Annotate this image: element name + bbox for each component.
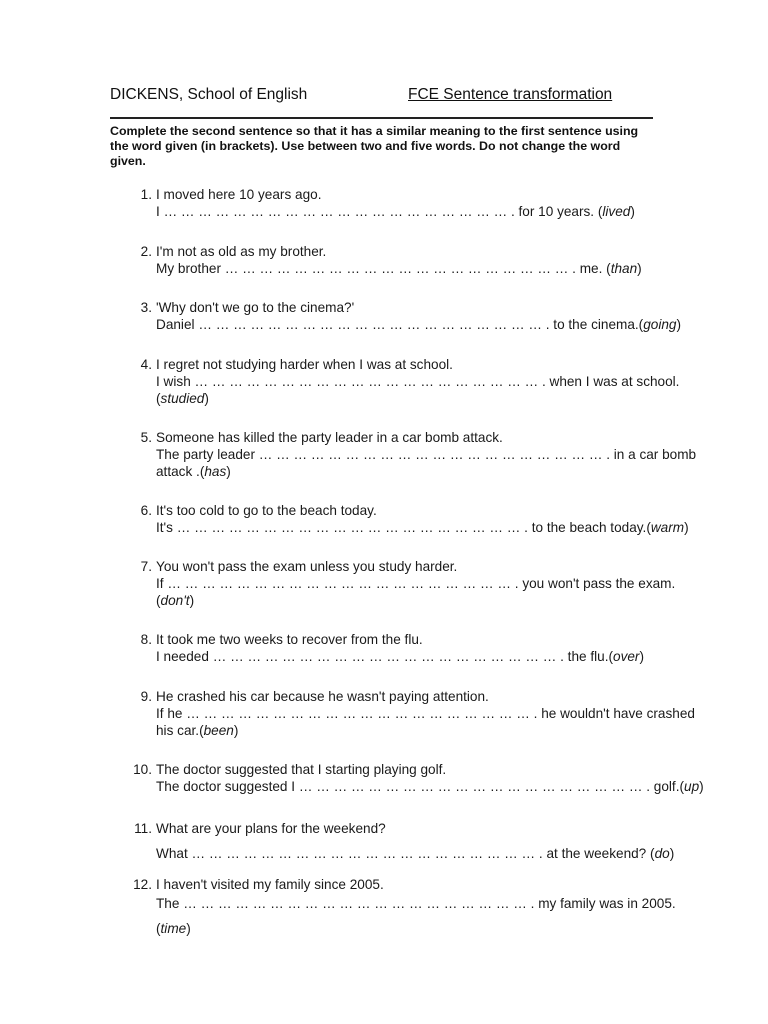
sentence-start: The doctor suggested I [156, 779, 296, 794]
given-word: don't [160, 593, 190, 608]
question-item [140, 299, 682, 333]
closing-bracket: ) [186, 921, 191, 936]
answer-blank: … … … … … … … … … … … … … … … … … … … … . [198, 317, 550, 332]
transformation-line [156, 575, 676, 592]
question-number: 1. [140, 187, 152, 202]
answer-blank: … … … … … … … … … … … … … … … … … … … … . [298, 779, 651, 794]
question-number: 9. [140, 689, 152, 704]
question-item [133, 761, 704, 795]
question-number: 3. [140, 300, 152, 315]
closing-bracket: ) [669, 846, 675, 861]
given-word: has [204, 464, 227, 479]
transformation-line [156, 648, 656, 665]
transformation-line [156, 203, 656, 220]
sentence-start: I [156, 204, 160, 219]
transformation-line [156, 845, 675, 862]
transformation-line [156, 519, 689, 536]
given-word: going [643, 317, 677, 332]
question-item [140, 631, 656, 665]
transformation-line-cont [156, 463, 656, 480]
transformation-line [156, 778, 704, 795]
question-number: 7. [140, 559, 152, 574]
instructions: Complete the second sentence so that it has a similar meaning to the first sentence using the word given (in brackets). Use between two and five words. Do not change the word given. [110, 124, 639, 168]
answer-blank: … … … … … … … … … … … … … … … … … … … … . [163, 204, 515, 219]
sentence-start: The party leader [156, 447, 255, 462]
answer-blank: … … … … … … … … … … … … … … … … … … … … . [212, 649, 564, 664]
original-sentence: It's too cold to go to the beach today. [156, 503, 377, 518]
question-item [140, 356, 680, 407]
sentence-end: for 10 years. ( [518, 204, 603, 219]
given-word: studied [160, 391, 205, 406]
original-sentence: What are your plans for the weekend? [156, 821, 386, 836]
question-number: 6. [140, 503, 152, 518]
closing-bracket: ) [226, 464, 231, 479]
answer-blank: … … … … … … … … … … … … … … … … … … … … . [258, 447, 610, 462]
sentence-start: I needed [156, 649, 209, 664]
transformation-line-cont: (don't) [156, 593, 195, 608]
answer-blank: … … … … … … … … … … … … … … … … … … … … . [176, 520, 528, 535]
answer-blank: … … … … … … … … … … … … … … … … … … … … . [186, 706, 538, 721]
question-item [140, 186, 656, 220]
sentence-start: What [156, 846, 188, 861]
question-number: 12. [133, 877, 152, 892]
closing-bracket: ) [189, 593, 195, 608]
closing-bracket: ) [639, 649, 644, 664]
given-word: up [684, 779, 700, 794]
transformation-line [156, 260, 656, 277]
sentence-start: Daniel [156, 317, 195, 332]
question-number: 4. [140, 357, 152, 372]
given-word: than [610, 261, 638, 276]
original-sentence: The doctor suggested that I starting playing golf. [156, 762, 447, 777]
question-item [140, 429, 697, 480]
question-item [140, 558, 676, 609]
sentence-end: he wouldn't have crashed [541, 706, 695, 721]
question-item [140, 502, 689, 536]
sentence-start: I wish [156, 374, 191, 389]
original-sentence: 'Why don't we go to the cinema?' [156, 300, 355, 315]
transformation-line-cont [156, 722, 656, 739]
given-word: lived [602, 204, 631, 219]
answer-blank: … … … … … … … … … … … … … … … … … … … … . [191, 846, 543, 861]
transformation-line-cont: (time) [156, 921, 191, 936]
original-sentence: I haven't visited my family since 2005. [156, 877, 384, 892]
sentence-end: in a car bomb [613, 447, 697, 462]
sentence-end: to the beach today.( [531, 520, 651, 535]
sentence-end-cont: his car.( [156, 723, 204, 738]
given-word: time [160, 921, 187, 936]
sentence-end: you won't pass the exam. [522, 576, 676, 591]
original-sentence: Someone has killed the party leader in a car bomb attack. [156, 430, 503, 445]
sentence-end: when I was at school. [549, 374, 680, 389]
question-number: 5. [140, 430, 152, 445]
given-word: over [613, 649, 640, 664]
question-number: 8. [140, 632, 152, 647]
sentence-end: the flu.( [567, 649, 614, 664]
transformation-line [156, 895, 676, 912]
closing-bracket: ) [637, 261, 642, 276]
answer-blank: … … … … … … … … … … … … … … … … … … … … . [224, 261, 576, 276]
transformation-line [156, 316, 682, 333]
transformation-line [156, 373, 680, 390]
sentence-start: My brother [156, 261, 221, 276]
original-sentence: He crashed his car because he wasn't paying attention. [156, 689, 489, 704]
sentence-start: If [156, 576, 164, 591]
transformation-line [156, 446, 697, 463]
closing-bracket: ) [699, 779, 704, 794]
question-item [134, 820, 675, 862]
given-word: warm [650, 520, 685, 535]
sentence-start: The [156, 896, 180, 911]
answer-blank: … … … … … … … … … … … … … … … … … … … … . [194, 374, 546, 389]
question-item [133, 876, 676, 937]
closing-bracket: ) [684, 520, 689, 535]
given-word: do [654, 846, 670, 861]
answer-blank: … … … … … … … … … … … … … … … … … … … … . [167, 576, 519, 591]
sentence-end: to the cinema.( [553, 317, 644, 332]
question-item [140, 243, 656, 277]
sentence-start: It's [156, 520, 173, 535]
original-sentence: You won't pass the exam unless you study harder. [156, 559, 458, 574]
question-item [140, 688, 695, 739]
closing-bracket: ) [630, 204, 635, 219]
answer-blank: … … … … … … … … … … … … … … … … … … … … . [183, 896, 535, 911]
original-sentence: It took me two weeks to recover from the flu. [156, 632, 423, 647]
school-name: DICKENS, School of English [110, 86, 308, 103]
transformation-line-cont: (studied) [156, 391, 209, 406]
closing-bracket: ) [233, 723, 239, 738]
original-sentence: I moved here 10 years ago. [156, 187, 322, 202]
sentence-end: me. ( [579, 261, 611, 276]
question-number: 2. [140, 244, 152, 259]
question-number: 11. [134, 821, 152, 836]
question-number: 10. [133, 762, 152, 777]
sentence-end: at the weekend? ( [546, 846, 655, 861]
sentence-end: my family was in 2005. [538, 896, 676, 911]
sentence-start: If he [156, 706, 183, 721]
closing-bracket: ) [204, 391, 209, 406]
transformation-line [156, 705, 695, 722]
worksheet-title: FCE Sentence transformation [408, 86, 613, 103]
closing-bracket: ) [676, 317, 682, 332]
original-sentence: I regret not studying harder when I was at school. [156, 357, 453, 372]
given-word: been [203, 723, 234, 738]
sentence-end-cont: attack .( [156, 464, 205, 479]
original-sentence: I'm not as old as my brother. [156, 244, 327, 259]
sentence-end: golf.( [653, 779, 685, 794]
